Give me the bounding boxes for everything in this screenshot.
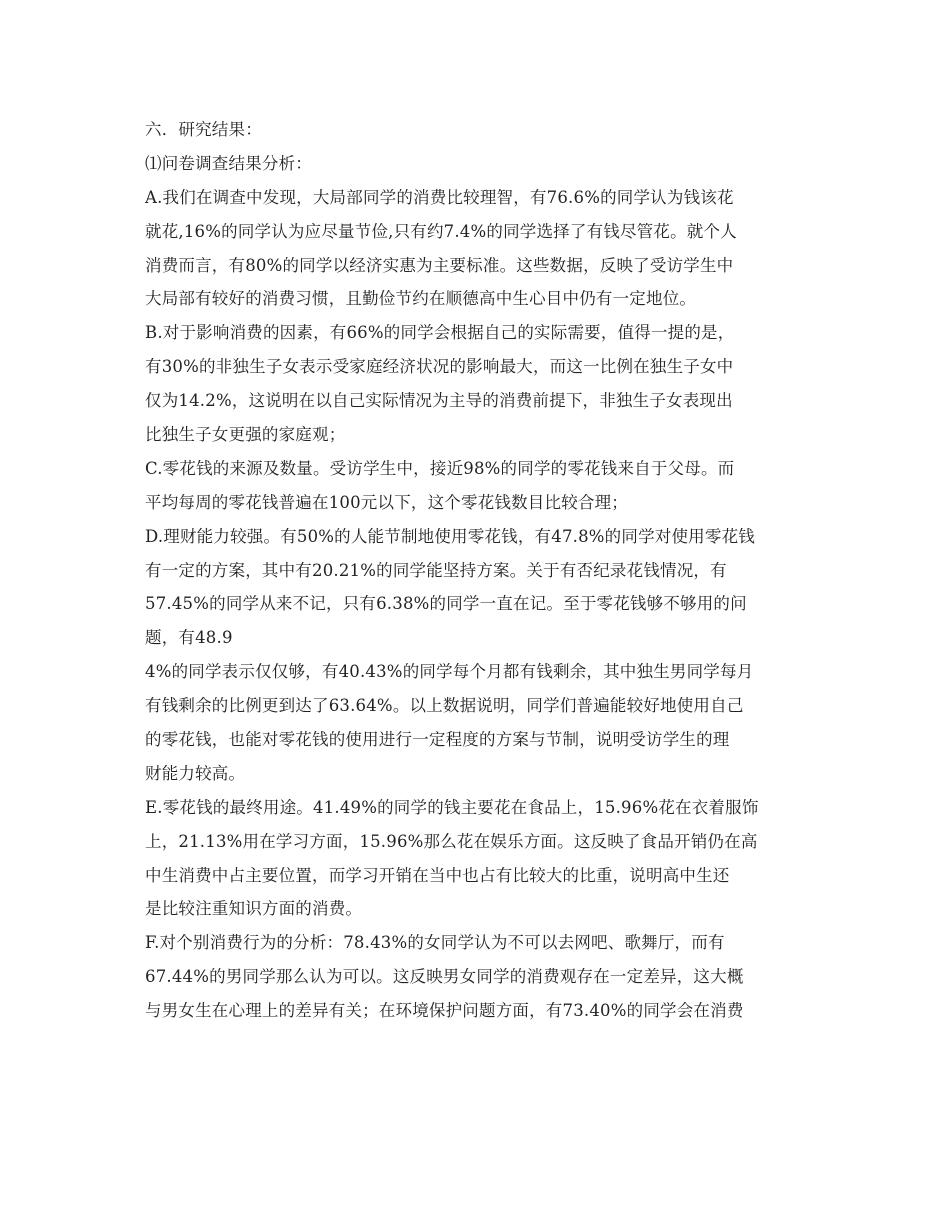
paragraph-d-line: 有钱剩余的比例更到达了63.64%。以上数据说明，同学们普遍能较好地使用自己: [145, 696, 744, 716]
paragraph-e-line: 是比较注重知识方面的消费。: [145, 899, 363, 919]
paragraph-d-line: 财能力较高。: [145, 763, 246, 783]
paragraph-f-line: F.对个别消费行为的分析：78.43%的女同学认为不可以去网吧、歌舞厅，而有: [145, 933, 725, 953]
paragraph-d-line: 题，有48.9: [145, 628, 233, 648]
paragraph-b-line: 仅为14.2%，这说明在以自己实际情况为主导的消费前提下，非独生子女表现出: [145, 391, 733, 411]
section-heading: 六．研究结果：: [145, 120, 262, 139]
paragraph-e-line: 上，21.13%用在学习方面，15.96%那么花在娱乐方面。这反映了食品开销仍在高: [145, 831, 758, 851]
paragraph-a-line: A.我们在调查中发现，大局部同学的消费比较理智，有76.6%的同学认为钱该花: [145, 187, 734, 207]
paragraph-a-line: 大局部有较好的消费习惯，且勤俭节约在顺德高中生心目中仍有一定地位。: [145, 289, 697, 309]
paragraph-d-line: 57.45%的同学从来不记，只有6.38%的同学一直在记。至于零花钱够不够用的问: [145, 594, 747, 614]
paragraph-c-line: 平均每周的零花钱普遍在100元以下，这个零花钱数目比较合理；: [145, 492, 628, 512]
subsection-heading: ⑴问卷调查结果分析：: [145, 153, 312, 173]
paragraph-c-line: C.零花钱的来源及数量。受访学生中，接近98%的同学的零花钱来自于父母。而: [145, 458, 735, 478]
paragraph-d-line: 的零花钱，也能对零花钱的使用进行一定程度的方案与节制，说明受访学生的理: [145, 730, 730, 750]
document-body: [145, 113, 810, 1028]
paragraph-f-line: 与男女生在心理上的差异有关；在环境保护问题方面，有73.40%的同学会在消费: [145, 1001, 744, 1021]
paragraph-e-line: E.零花钱的最终用途。41.49%的同学的钱主要花在食品上，15.96%花在衣着服饰: [145, 797, 759, 817]
paragraph-f-line: 67.44%的男同学那么认为可以。这反映男女同学的消费观存在一定差异，这大概: [145, 967, 744, 987]
paragraph-d-line: 4%的同学表示仅仅够，有40.43%的同学每个月都有钱剩余，其中独生男同学每月: [145, 662, 754, 682]
paragraph-b-line: B.对于影响消费的因素，有66%的同学会根据自己的实际需要，值得一提的是，: [145, 323, 735, 343]
paragraph-a-line: 就花,16%的同学认为应尽量节俭,只有约7.4%的同学选择了有钱尽管花。就个人: [145, 221, 737, 241]
paragraph-b-line: 比独生子女更强的家庭观；: [145, 425, 346, 445]
paragraph-e-line: 中生消费中占主要位置，而学习开销在当中也占有比较大的比重，说明高中生还: [145, 865, 730, 885]
paragraph-d-line: 有一定的方案，其中有20.21%的同学能坚持方案。关于有否纪录花钱情况，有: [145, 560, 727, 580]
paragraph-b-line: 有30%的非独生子女表示受家庭经济状况的影响最大，而这一比例在独生子女中: [145, 357, 734, 377]
paragraph-a-line: 消费而言，有80%的同学以经济实惠为主要标准。这些数据，反映了受访学生中: [145, 255, 734, 275]
paragraph-d-line: D.理财能力较强。有50%的人能节制地使用零花钱，有47.8%的同学对使用零花钱: [145, 526, 755, 546]
